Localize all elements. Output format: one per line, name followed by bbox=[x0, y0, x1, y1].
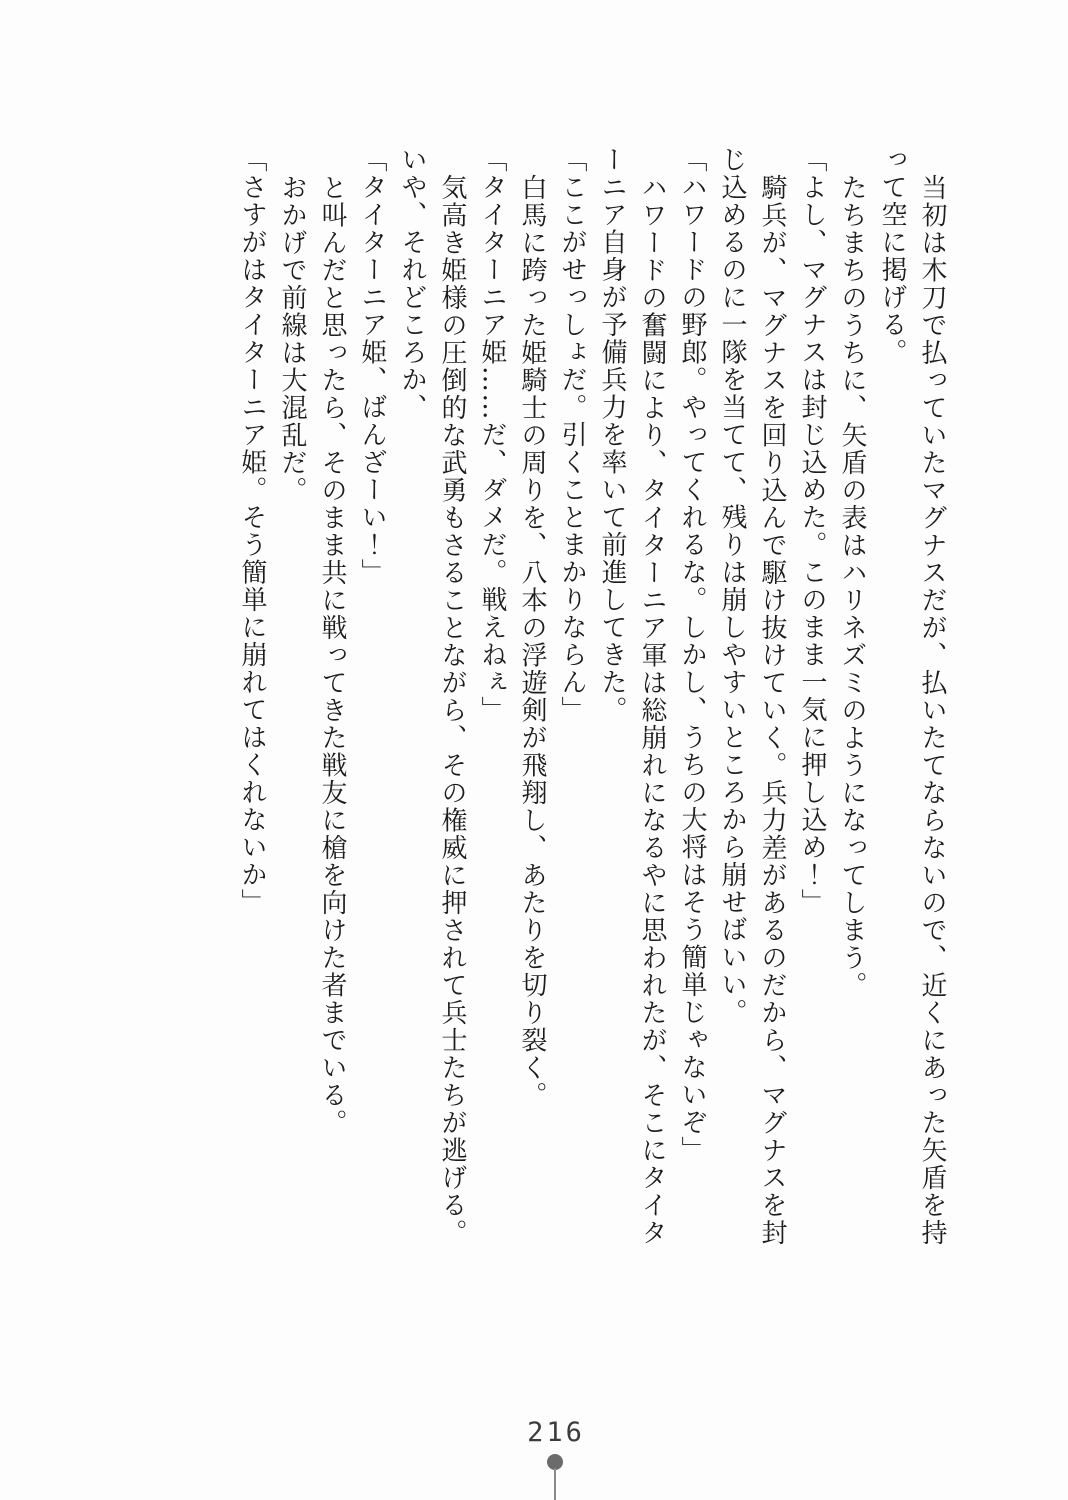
text-column: おかげで前線は大混乱だ。 bbox=[277, 174, 307, 504]
text-column: ハワードの奮闘により、タイターニア軍は総崩れになるやに思われたが、そこにタイタ bbox=[637, 174, 667, 1247]
text-column: 白馬に跨った姫騎士の周りを、八本の浮遊剣が飛翔し、あたりを切り裂く。 bbox=[517, 174, 547, 1109]
text-column-dialogue: 「タイターニア姫、ばんざーい！」 bbox=[357, 146, 387, 586]
text-column: って空に掲げる。 bbox=[877, 146, 907, 366]
page-number: 216 bbox=[527, 1417, 585, 1448]
footer-line-ornament bbox=[554, 1468, 556, 1500]
text-column: と叫んだと思ったら、そのまま共に戦ってきた戦友に槍を向けた者までいる。 bbox=[317, 174, 347, 1137]
text-column-dialogue: 「さすがはタイターニア姫。そう簡単に崩れてはくれないか」 bbox=[237, 146, 267, 916]
text-column: じ込めるのに一隊を当てて、残りは崩しやすいところから崩せばいい。 bbox=[717, 146, 747, 1026]
text-column: 騎兵が、マグナスを回り込んで駆け抜けていく。兵力差があるのだから、マグナスを封 bbox=[757, 174, 787, 1247]
text-column: 当初は木刀で払っていたマグナスだが、払いたてならないので、近くにあった矢盾を持 bbox=[917, 174, 947, 1247]
text-column: ーニア自身が予備兵力を率いて前進してきた。 bbox=[597, 146, 627, 724]
text-column-dialogue: 「ハワードの野郎。やってくれるな。しかし、うちの大将はそう簡単じゃないぞ」 bbox=[677, 146, 707, 1164]
text-column: たちまちのうちに、矢盾の表はハリネズミのようになってしまう。 bbox=[837, 174, 867, 999]
text-column-dialogue: 「ここがせっしょだ。引くことまかりならん」 bbox=[557, 146, 587, 724]
text-column-dialogue: 「タイターニア姫……だ、ダメだ。戦えねぇ」 bbox=[477, 146, 507, 724]
text-column: いや、それどころか、 bbox=[397, 146, 427, 421]
text-column: 気高き姫様の圧倒的な武勇もさることながら、その権威に押されて兵士たちが逃げる。 bbox=[437, 174, 467, 1247]
body-text bbox=[228, 146, 952, 1361]
text-column-dialogue: 「よし、マグナスは封じ込めた。このまま一気に押し込め！」 bbox=[797, 146, 827, 916]
